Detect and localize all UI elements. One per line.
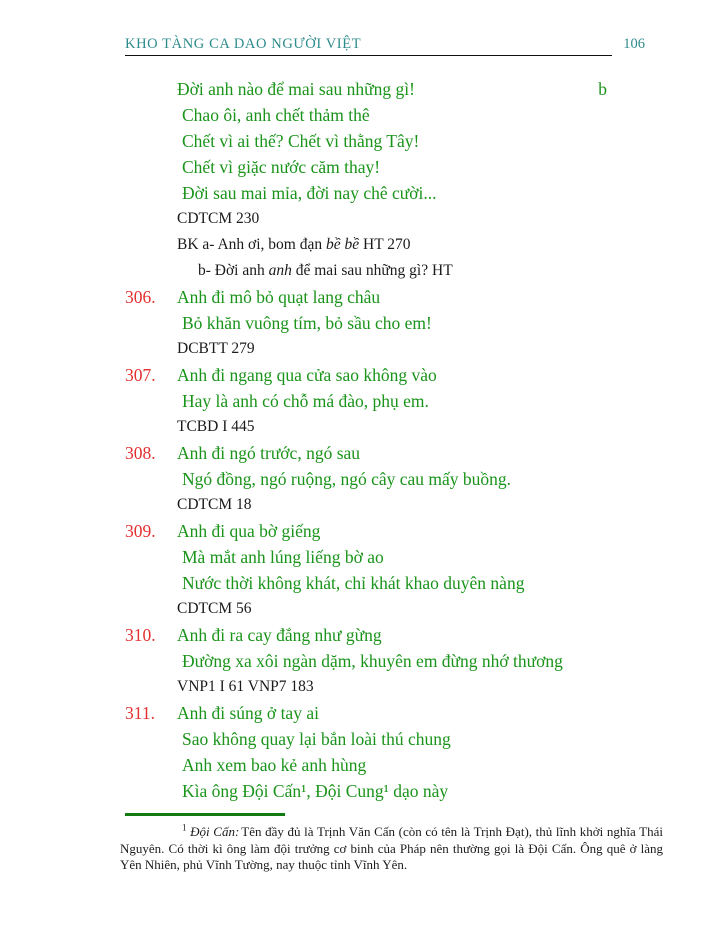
verse-line: Hay là anh có chỗ má đào, phụ em. <box>182 391 429 411</box>
footnote <box>120 824 663 874</box>
verse-line: Anh đi ngang qua cửa sao không vào <box>177 365 437 385</box>
verse-line: Sao không quay lại bắn loài thú chung <box>182 729 451 749</box>
citation: DCBTT 279 <box>177 340 255 357</box>
verse-line: Chết vì giặc nước căm thay! <box>182 157 381 177</box>
page-content <box>0 64 723 804</box>
verse-line: Anh đi súng ở tay ai <box>177 703 319 723</box>
footnote-term: Đội Cấn: <box>190 824 240 839</box>
book-title: KHO TÀNG CA DAO NGƯỜI VIỆT <box>125 36 362 52</box>
entry-307 <box>125 362 645 440</box>
page-number: 106 <box>623 36 645 52</box>
footnote-divider <box>125 813 285 816</box>
verse-line: Anh xem bao kẻ anh hùng <box>182 755 367 775</box>
citation: CDTCM 56 <box>177 600 252 617</box>
entry-309 <box>125 518 645 622</box>
verse-line: Anh đi ngó trước, ngó sau <box>177 443 361 463</box>
variant-right-marker: b <box>598 79 607 99</box>
verse-line: Bỏ khăn vuông tím, bỏ sầu cho em! <box>182 313 432 333</box>
verse-line: Anh đi qua bờ giếng <box>177 521 321 541</box>
citation: CDTCM 18 <box>177 496 252 513</box>
verse-line: Anh đi ra cay đắng như gừng <box>177 625 382 645</box>
verse-line: Ngó đồng, ngó ruộng, ngó cây cau mấy buồng. <box>182 469 512 489</box>
verse-line: Đời sau mai mỉa, đời nay chê cười... <box>182 183 437 203</box>
page-footer <box>0 813 723 874</box>
verse-line: Nước thời không khát, chỉ khát khao duyên nàng <box>182 573 525 593</box>
citation: VNP1 I 61 VNP7 183 <box>177 678 314 695</box>
footnote-text: Tên đầy đủ là Trịnh Văn Cấn (còn có tên là Trịnh Đạt), thủ lĩnh khởi nghĩa Thái Nguyên. Có thời kì ông làm đội trưởng cơ binh của Pháp nên thường gọi là Đội Cấn. Ông quê ở làng Yên Nhiên, phủ Vĩnh Tường, nay thuộc tỉnh Vĩnh Yên. <box>120 824 663 872</box>
entry-306 <box>125 284 645 362</box>
verse-line: Chết vì ai thế? Chết vì thằng Tây! <box>182 131 420 151</box>
entry-number: 311. <box>125 703 155 723</box>
entry-number: 306. <box>125 287 156 307</box>
entry-308 <box>125 440 645 518</box>
variant-text: để mai sau những gì? HT <box>291 262 453 279</box>
entry-number: 310. <box>125 625 156 645</box>
footnote-marker: 1 <box>182 822 187 833</box>
entry-number: 309. <box>125 521 156 541</box>
variant-italic: anh <box>268 262 292 279</box>
variant-text: BK a- Anh ơi, bom đạn <box>177 236 326 253</box>
verse-line: Kìa ông Đội Cấn¹, Đội Cung¹ dạo này <box>182 781 449 801</box>
variant-line-a <box>177 232 645 258</box>
verse-line: Chao ôi, anh chết thảm thê <box>182 105 370 125</box>
variant-italic: bề bề <box>325 236 360 253</box>
variant-text: HT 270 <box>359 236 411 253</box>
entry-310 <box>125 622 645 700</box>
page-header <box>0 0 723 56</box>
citation: CDTCM 230 <box>177 210 260 227</box>
variant-line-b <box>177 258 645 284</box>
verse-line: Đường xa xôi ngàn dặm, khuyên em đừng nhớ thương <box>182 651 563 671</box>
citation: TCBD I 445 <box>177 418 255 435</box>
variant-text: b- Đời anh <box>198 262 269 279</box>
verse-line: Đời anh nào để mai sau những gì! <box>177 79 415 99</box>
entry-number: 308. <box>125 443 156 463</box>
entry-311 <box>125 700 645 804</box>
entry-number: 307. <box>125 365 156 385</box>
header-rule <box>125 55 612 56</box>
verse-line: Anh đi mô bỏ quạt lang châu <box>177 287 381 307</box>
verse-line: Mà mắt anh lúng liếng bờ ao <box>182 547 384 567</box>
continuation-block <box>125 76 645 284</box>
